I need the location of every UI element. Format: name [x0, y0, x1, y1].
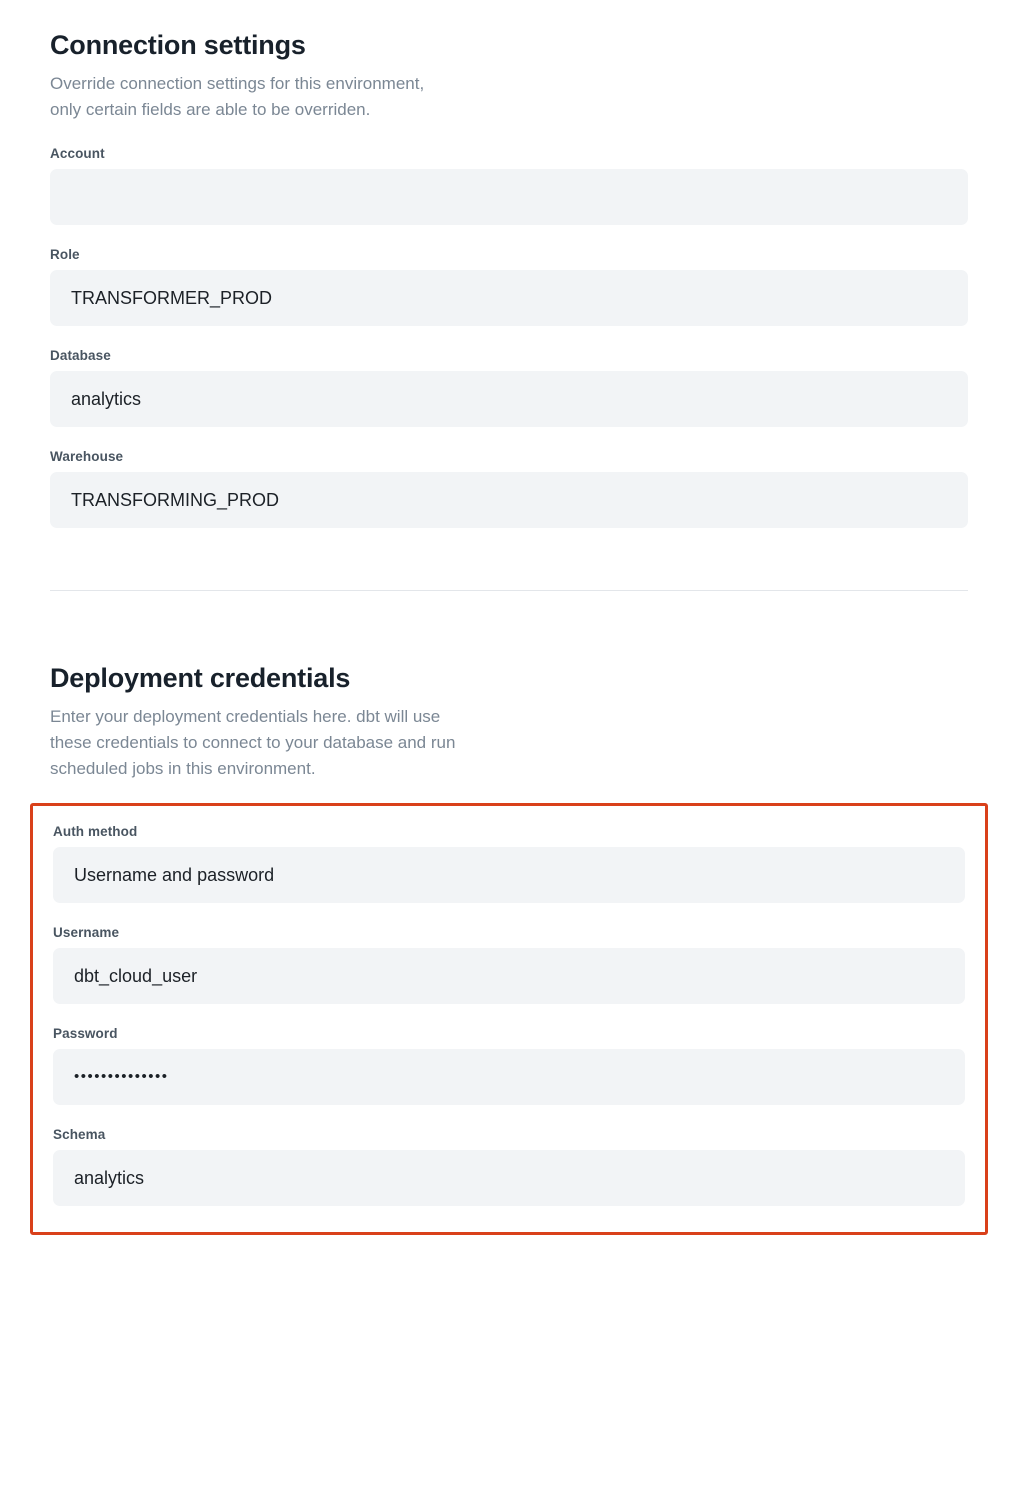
deployment-credentials-title: Deployment credentials [50, 662, 351, 693]
connection-settings-section [50, 0, 968, 528]
connection-description-line-1: Override connection settings for this environment, [50, 74, 425, 93]
username-input[interactable] [53, 948, 965, 1004]
credentials-description-line-2: these credentials to connect to your database and run [50, 733, 456, 753]
field-label-warehouse: Warehouse [50, 448, 124, 464]
credentials-description-line-3: scheduled jobs in this environment. [50, 759, 316, 779]
field-database [50, 348, 968, 427]
credentials-highlight-box [30, 803, 988, 1235]
field-label-schema: Schema [53, 1126, 106, 1142]
connection-settings-description [50, 71, 610, 124]
role-input[interactable] [50, 270, 968, 326]
field-label-auth-method: Auth method [53, 823, 138, 839]
field-schema [53, 1127, 965, 1206]
database-input[interactable] [50, 371, 968, 427]
field-label-username: Username [53, 924, 120, 940]
field-auth-method [53, 824, 965, 903]
field-label-password: Password [53, 1025, 118, 1041]
field-label-database: Database [50, 347, 111, 363]
credentials-description-line-1: Enter your deployment credentials here. dbt will use [50, 706, 441, 726]
warehouse-input[interactable] [50, 472, 968, 528]
field-role [50, 247, 968, 326]
connection-settings-title: Connection settings [50, 30, 306, 60]
section-divider [50, 590, 968, 591]
account-input[interactable] [50, 169, 968, 225]
field-account [50, 146, 968, 225]
connection-description-line-2: only certain fields are able to be overriden. [50, 100, 371, 120]
password-input[interactable] [53, 1049, 965, 1105]
field-password [53, 1026, 965, 1105]
auth-method-input[interactable] [53, 847, 965, 903]
schema-input[interactable] [53, 1150, 965, 1206]
deployment-credentials-section [50, 633, 968, 1235]
deployment-credentials-description [50, 704, 610, 783]
field-warehouse [50, 449, 968, 528]
field-label-role: Role [50, 246, 80, 262]
field-username [53, 925, 965, 1004]
field-label-account: Account [50, 145, 105, 161]
